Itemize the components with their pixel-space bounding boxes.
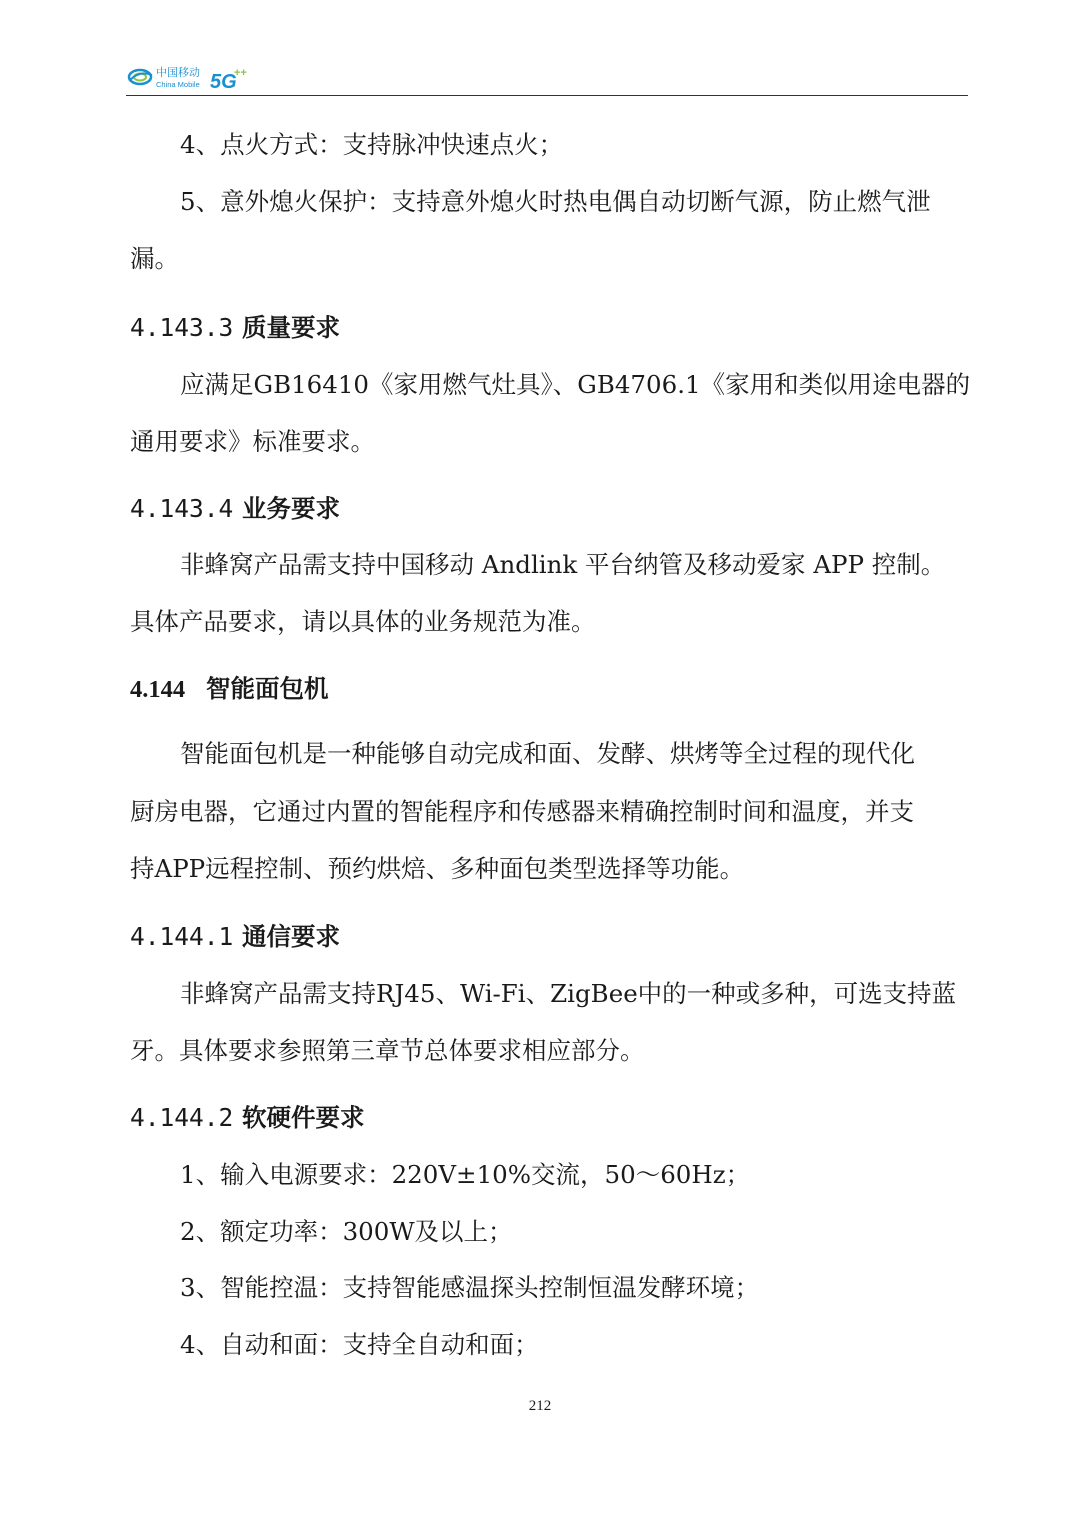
section-heading bbox=[130, 309, 340, 344]
section-title: 软硬件要求 bbox=[242, 1103, 365, 1132]
paragraph: 具体产品要求，请以具体的业务规范为准。 bbox=[130, 607, 596, 636]
list-item-continuation: 漏。 bbox=[130, 244, 179, 273]
section-number: 4.144.1 bbox=[130, 922, 234, 951]
paragraph: 通用要求》标准要求。 bbox=[130, 427, 375, 456]
section-heading bbox=[130, 1099, 365, 1134]
paragraph: 智能面包机是一种能够自动完成和面、发酵、烘烤等全过程的现代化 bbox=[180, 739, 915, 768]
paragraph: 应满足GB16410《家用燃气灶具》、GB4706.1《家用和类似用途电器的 bbox=[180, 370, 971, 399]
list-item: 1、输入电源要求：220V±10%交流，50～60Hz； bbox=[180, 1160, 751, 1189]
list-item: 4、点火方式：支持脉冲快速点火； bbox=[180, 130, 564, 159]
list-item: 2、额定功率：300W及以上； bbox=[180, 1217, 513, 1246]
logo-plus-icon: ++ bbox=[234, 67, 247, 79]
list-item: 4、自动和面：支持全自动和面； bbox=[180, 1330, 539, 1359]
page-header bbox=[126, 58, 968, 96]
section-number: 4.143.3 bbox=[130, 313, 234, 342]
china-mobile-swirl-icon bbox=[129, 70, 152, 84]
logo-5g-text: 5G bbox=[210, 71, 237, 93]
section-heading bbox=[130, 490, 340, 525]
page-number: 212 bbox=[528, 1398, 552, 1414]
section-title: 业务要求 bbox=[242, 494, 340, 523]
paragraph: 厨房电器，它通过内置的智能程序和传感器来精确控制时间和温度，并支 bbox=[130, 797, 914, 826]
list-item: 3、智能控温：支持智能感温探头控制恒温发酵环境； bbox=[180, 1273, 760, 1302]
paragraph: 非蜂窝产品需支持中国移动 Andlink 平台纳管及移动爱家 APP 控制。 bbox=[180, 550, 946, 579]
china-mobile-logo bbox=[126, 58, 266, 94]
section-number: 4.143.4 bbox=[130, 494, 234, 523]
header-divider bbox=[126, 95, 968, 96]
paragraph: 持APP远程控制、预约烘焙、多种面包类型选择等功能。 bbox=[130, 854, 745, 883]
paragraph: 牙。具体要求参照第三章节总体要求相应部分。 bbox=[130, 1036, 645, 1065]
section-heading bbox=[130, 918, 340, 953]
logo-cn-text: 中国移动 bbox=[156, 66, 200, 79]
section-number: 4.144 bbox=[130, 676, 186, 703]
logo-en-text: China Mobile bbox=[156, 80, 200, 89]
section-title: 质量要求 bbox=[242, 313, 340, 342]
list-item: 5、意外熄火保护：支持意外熄火时热电偶自动切断气源，防止燃气泄 bbox=[180, 187, 931, 216]
section-title: 智能面包机 bbox=[206, 674, 329, 703]
section-heading bbox=[130, 670, 329, 705]
section-number: 4.144.2 bbox=[130, 1103, 234, 1132]
paragraph: 非蜂窝产品需支持RJ45、Wi-Fi、ZigBee中的一种或多种，可选支持蓝 bbox=[180, 979, 957, 1008]
section-title: 通信要求 bbox=[242, 922, 340, 951]
